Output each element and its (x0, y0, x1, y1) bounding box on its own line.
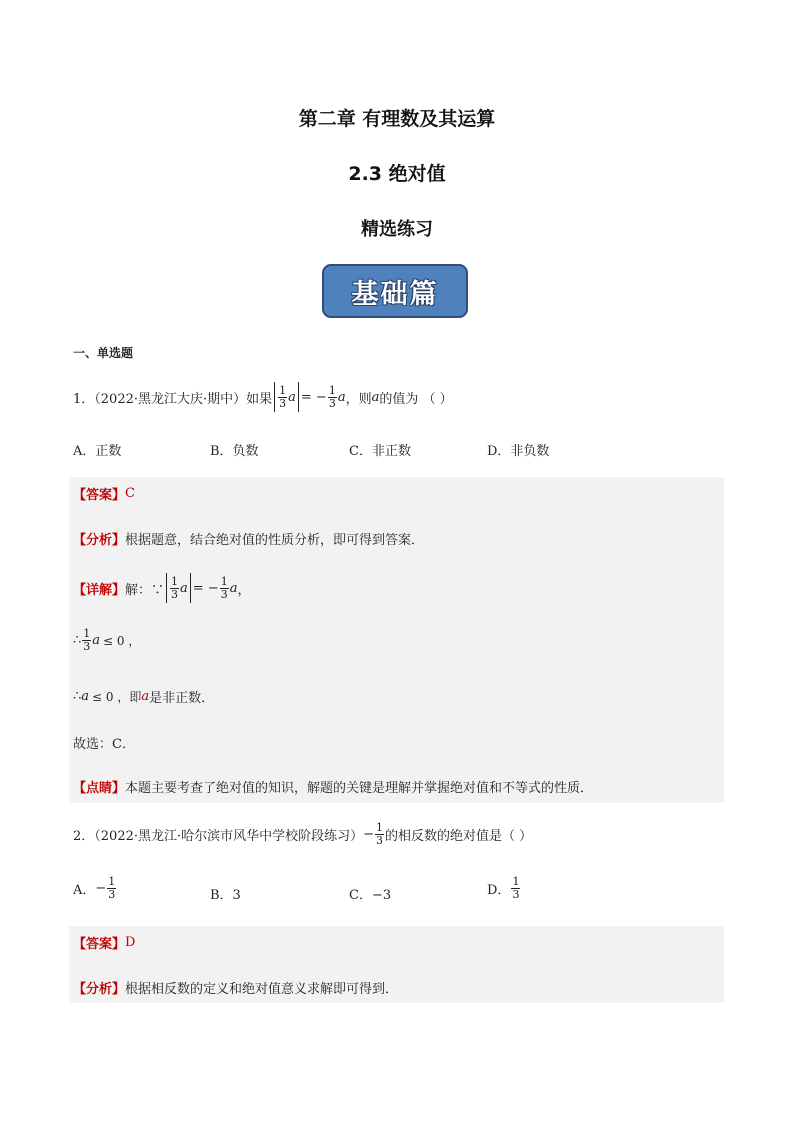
chapter-title: 第二章 有理数及其运算 (298, 108, 496, 130)
q1-solution-box (69, 477, 724, 803)
question-1: 1．（2022·黑龙江大庆·期中）如果 $\frac{1}{3}$ a = − $\frac{1}{3}$ a ，则 a 的值为 （ ） (73, 382, 453, 412)
q1-detail: 【详解】 解：∵ $\frac{1}{3}$ a = − $\frac{1}{3}$ a ， (73, 573, 251, 603)
q2-option-b: B．3 (210, 888, 241, 903)
q1-analysis: 【分析】 根据题意，结合绝对值的性质分析，即可得到答案． (73, 533, 425, 548)
level-badge: 基础篇 (322, 264, 468, 318)
q1-option-a: A．正数 (73, 444, 122, 459)
q2-option-c: C．−3 (349, 888, 392, 903)
q2-option-a: A． − $\frac{1}{3}$ (73, 875, 116, 901)
q2-option-d: D． $\frac{1}{3}$ (487, 875, 520, 901)
q1-eq-sign: = − (300, 389, 327, 405)
q1-step-3: ∴ a ≤ 0 ，即 a 是非正数． (73, 689, 215, 706)
q2-answer: 【答案】 D (73, 935, 136, 952)
q1-prefix: 1．（2022·黑龙江大庆·期中）如果 (73, 391, 273, 407)
q1-option-d: D．非负数 (487, 444, 550, 459)
subtitle: 精选练习 (361, 219, 433, 240)
part-title: 一、单选题 (73, 346, 134, 360)
q2-analysis: 【分析】 根据相反数的定义和绝对值意义求解即可得到． (73, 982, 399, 997)
q1-option-b: B．负数 (210, 444, 259, 459)
q1-rhs-fraction: $\frac{1}{3}$ (328, 383, 336, 410)
q1-option-c: C．非正数 (349, 444, 411, 459)
q1-step-2: ∴ $\frac{1}{3}$ a ≤ 0 ， (73, 627, 141, 653)
q1-comment: 【点睛】 本题主要考查了绝对值的知识，解题的关键是理解并掌握绝对值和不等式的性质． (73, 781, 594, 796)
q1-fraction: $\frac{1}{3}$ (279, 383, 287, 410)
q1-answer: 【答案】 C (73, 486, 135, 503)
section-title: 2.3 绝对值 (348, 163, 446, 185)
question-2: 2．（2022·黑龙江·哈尔滨市风华中学校阶段练习） − $\frac{1}{3}$ 的相反数的绝对值是（ ） (73, 821, 533, 847)
q1-choose: 故选：C． (73, 737, 135, 752)
q2-fraction: $\frac{1}{3}$ (376, 821, 384, 847)
q1-abs-expression: $\frac{1}{3}$ a (274, 382, 299, 412)
